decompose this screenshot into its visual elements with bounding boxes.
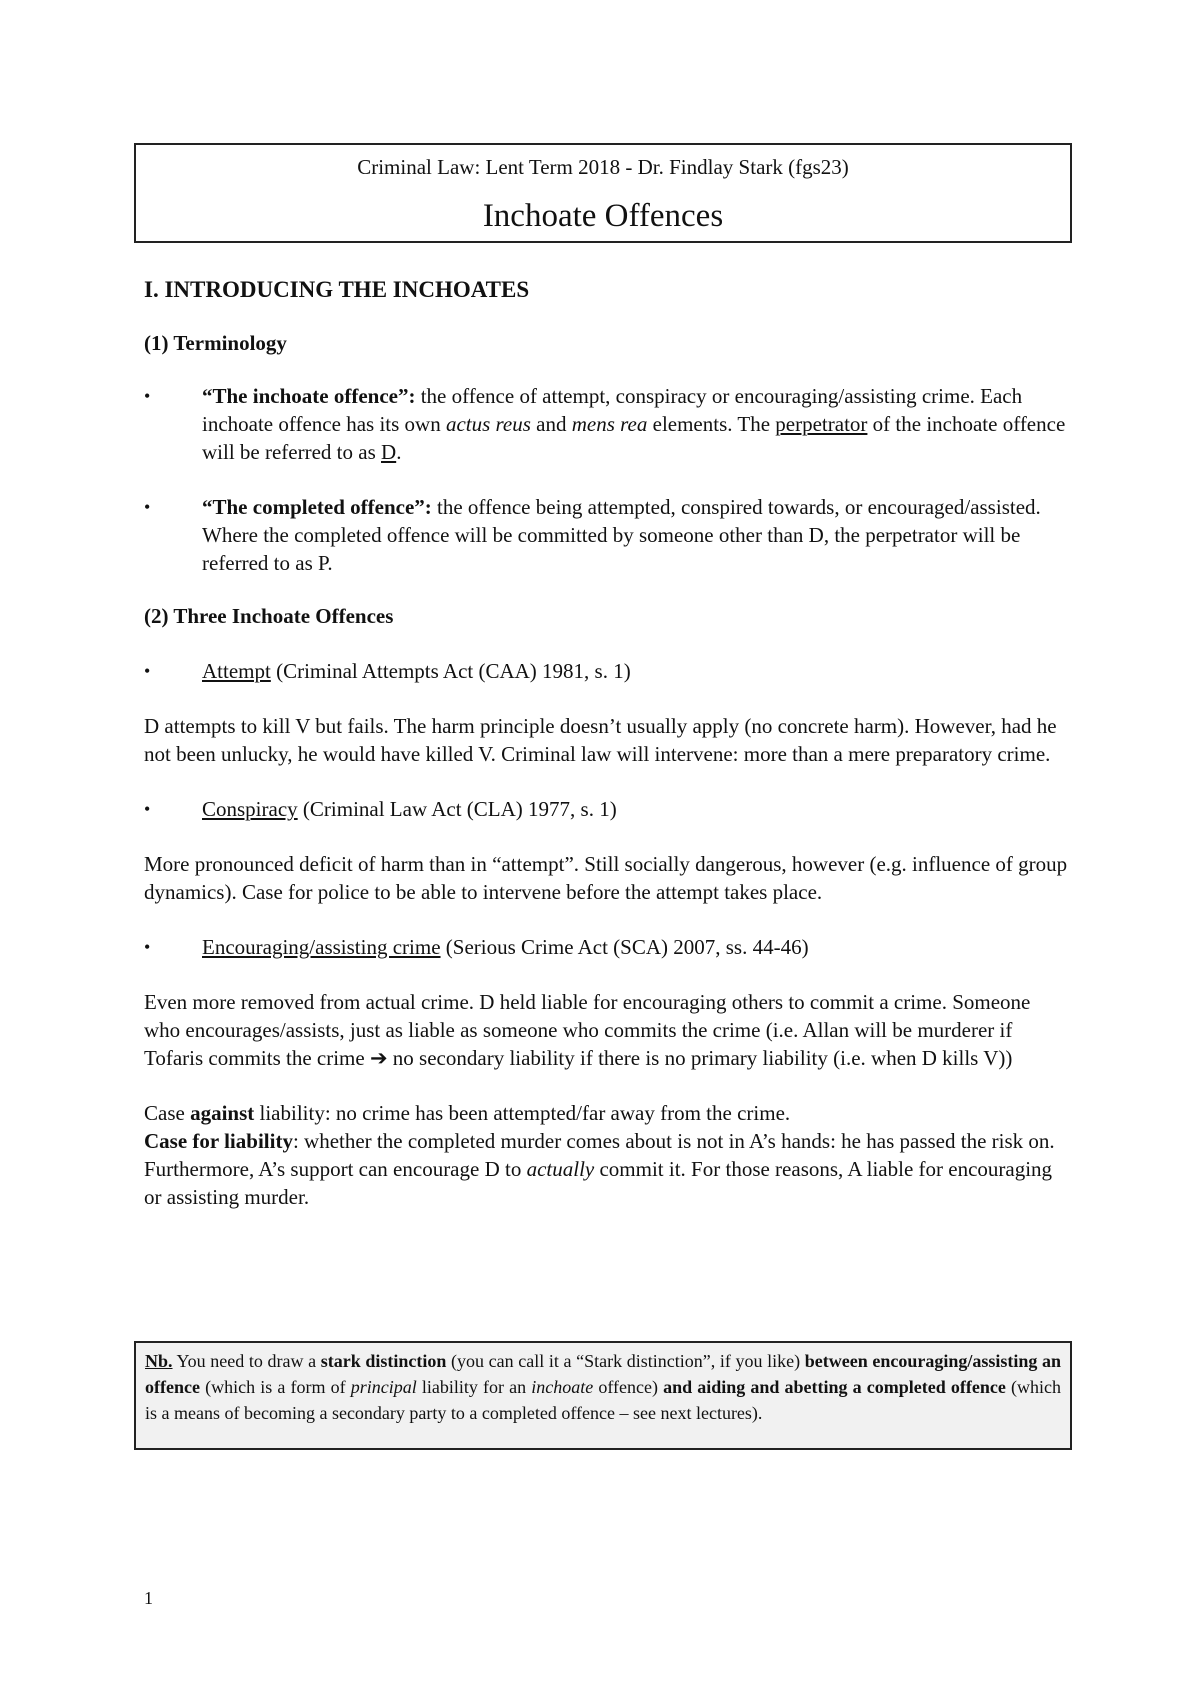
definition-text: the offence being attempted, conspired towards, or encouraged/assisted. Where the completed offence will be committed by someone other than D, the perpetrator will be referred to as P. (202, 495, 1041, 575)
page-number: 1 (144, 1588, 153, 1608)
encouraging-paragraph: Even more removed from actual crime. D held liable for encouraging others to commit a crime. Someone who encourages/assists, just as liable as someone who commits the crime (i.e. Allan will be murderer if Tofaris commits the crime ➔ no secondary liability if there is no primary liability (i.e. when D kills V)) (144, 990, 1031, 1070)
definition-text: of the inchoate offence will be referred to as (202, 412, 1066, 464)
case-text: Case (144, 1101, 191, 1125)
case-text: : whether the completed murder comes about is not in A’s hands: he has passed the risk on. Furthermore, A’s support can encourage D to (144, 1129, 1055, 1181)
definition-text: . (396, 440, 402, 464)
definition-text: the offence of attempt, conspiracy or encouraging/assisting crime. Each inchoate offence has its own (202, 384, 1023, 436)
note-label: Nb. (145, 1351, 173, 1371)
attempt-paragraph: D attempts to kill V but fails. The harm principle doesn’t usually apply (no concrete harm). However, had he not been unlucky, he would have killed V. Criminal law will intervene: more than a mere preparatory crime. (144, 714, 1057, 766)
note-text: You need to draw a (172, 1351, 321, 1371)
statute-reference: (Criminal Law Act (CLA) 1977, s. 1) (297, 797, 617, 821)
note-bold: stark distinction (320, 1351, 447, 1371)
note-text: (which is a means of becoming a secondary party to a completed offence – see next lectures). (145, 1377, 1062, 1423)
note-bold: between encouraging/assisting an offence (145, 1351, 1061, 1397)
case-text: liability: no crime has been attempted/far away from the crime. (254, 1101, 791, 1125)
section-heading: I. INTRODUCING THE INCHOATES (144, 277, 530, 302)
case-against-bold: against (190, 1101, 255, 1125)
case-against-line (144, 1099, 1069, 1127)
term-d: D (381, 440, 397, 464)
note-text: (you can call it a “Stark distinction”, if you like) (446, 1351, 805, 1371)
term-actus-reus: actus reus (445, 412, 531, 436)
note-italic: inchoate (531, 1377, 594, 1397)
offence-label-attempt: Attempt (202, 659, 271, 683)
bullet-icon: • (144, 661, 151, 681)
term-label: “The inchoate offence”: (202, 384, 416, 408)
note-bold: and aiding and abetting a completed offence (663, 1377, 1006, 1397)
definition-text: and (530, 412, 572, 436)
case-for-italic: actually (526, 1157, 595, 1181)
note-text: (which is a form of (199, 1377, 351, 1397)
bullet-completed-offence (144, 493, 1069, 577)
offence-label-encouraging: Encouraging/assisting crime (202, 935, 441, 959)
offence-label-conspiracy: Conspiracy (202, 797, 298, 821)
course-line: Criminal Law: Lent Term 2018 - Dr. Findlay Stark (fgs23) (357, 155, 849, 179)
bullet-icon: • (144, 497, 151, 517)
term-mens-rea: mens rea (571, 412, 648, 436)
note-text: liability for an (416, 1377, 532, 1397)
main-content (144, 276, 1069, 1211)
definition-text: elements. The (647, 412, 776, 436)
bullet-icon: • (144, 937, 151, 957)
term-label: “The completed offence”: (202, 495, 432, 519)
bullet-inchoate-offence (144, 382, 1069, 466)
case-for-bold: Case for liability (144, 1129, 293, 1153)
header-box (134, 143, 1072, 243)
bullet-attempt (144, 657, 1069, 685)
subsection-heading-terminology: (1) Terminology (144, 331, 287, 355)
statute-reference: (Criminal Attempts Act (CAA) 1981, s. 1) (270, 659, 631, 683)
term-perpetrator: perpetrator (775, 412, 868, 436)
case-text: commit it. For those reasons, A liable for encouraging or assisting murder. (144, 1157, 1053, 1209)
note-italic: principal (350, 1377, 417, 1397)
case-for-paragraph (144, 1127, 1069, 1211)
bullet-encouraging (144, 933, 1069, 961)
conspiracy-paragraph: More pronounced deficit of harm than in “attempt”. Still socially dangerous, however (e.g. influence of group dynamics). Case for police to be able to intervene before the attempt takes place. (144, 852, 1068, 904)
bullet-icon: • (144, 799, 151, 819)
bullet-conspiracy (144, 795, 1069, 823)
note-box (134, 1341, 1072, 1450)
document-title: Inchoate Offences (482, 198, 724, 234)
subsection-heading-three-offences: (2) Three Inchoate Offences (144, 604, 394, 628)
statute-reference: (Serious Crime Act (SCA) 2007, ss. 44-46) (440, 935, 809, 959)
bullet-icon: • (144, 386, 151, 406)
note-text: offence) (593, 1377, 664, 1397)
